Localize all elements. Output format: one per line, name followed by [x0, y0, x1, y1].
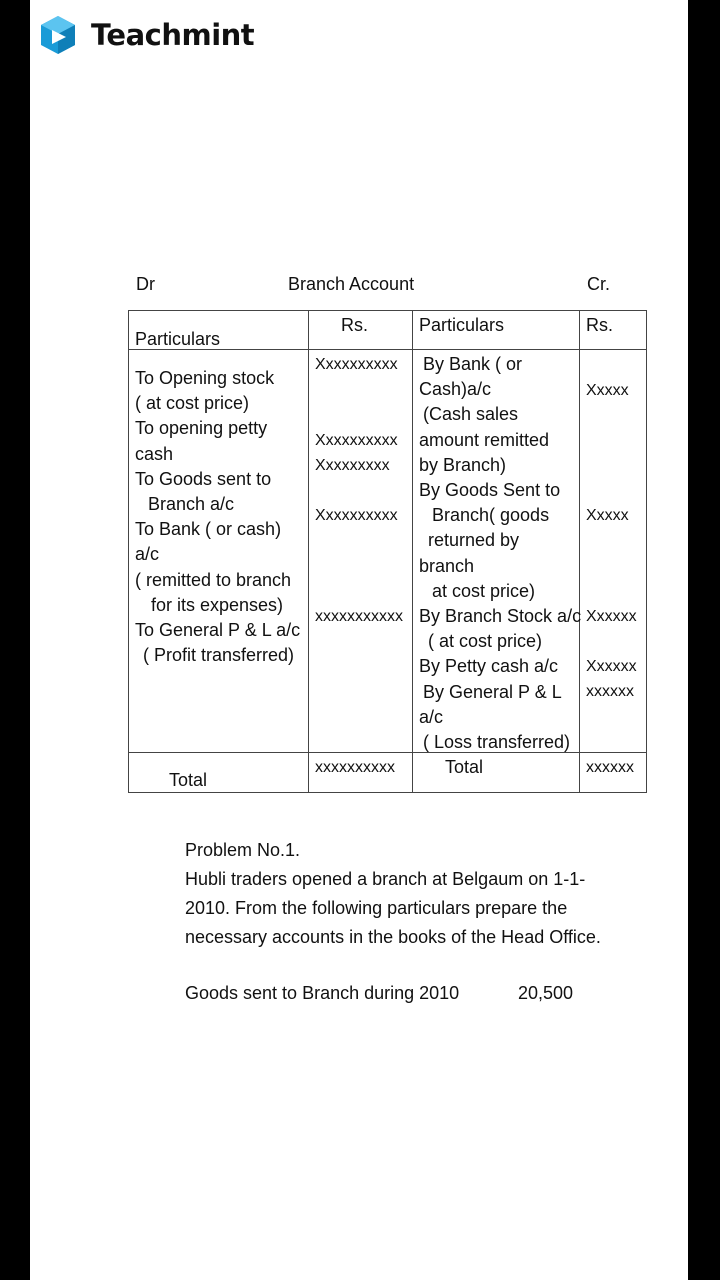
debit-line: To opening petty [135, 418, 268, 439]
debit-label: Dr [136, 274, 155, 294]
credit-amount: xxxxxx [586, 683, 634, 700]
debit-line: ( at cost price) [135, 393, 250, 414]
document-page [30, 0, 688, 1280]
total-debit-label: Total [169, 770, 208, 790]
credit-line: amount remitted [419, 429, 550, 450]
credit-line: By General P & L [423, 681, 562, 702]
debit-amount: xxxxxxxxxxx [315, 608, 403, 625]
credit-line: a/c [419, 706, 444, 727]
credit-amount: Xxxxxx [586, 608, 637, 625]
problem-text [185, 836, 601, 952]
total-credit-amount: xxxxxx [586, 759, 634, 776]
credit-line: By Goods Sent to [419, 480, 561, 501]
debit-amount: Xxxxxxxxx [315, 457, 390, 474]
total-credit-label: Total [445, 757, 484, 777]
teachmint-logo [38, 14, 254, 56]
debit-line: cash [135, 443, 174, 464]
debit-line: ( Profit transferred) [143, 645, 295, 666]
brand-name: Teachmint [91, 18, 255, 52]
credit-line: Cash)a/c [419, 379, 492, 400]
credit-label: Cr. [587, 274, 611, 294]
credit-line: By Bank ( or [423, 354, 523, 374]
credit-line: returned by [428, 530, 520, 551]
debit-particulars [135, 366, 300, 668]
header-rs-credit: Rs. [586, 315, 613, 335]
credit-amount: Xxxxx [586, 382, 629, 399]
debit-line: for its expenses) [151, 594, 284, 615]
debit-amount: Xxxxxxxxxx [315, 432, 398, 449]
problem-line: 2010. From the following particulars prepare the [185, 898, 568, 918]
total-debit-amount: xxxxxxxxxx [315, 759, 395, 776]
header-particulars-debit: Particulars [135, 329, 221, 349]
debit-line: a/c [135, 544, 160, 565]
credit-line: at cost price) [432, 580, 536, 601]
problem-line: Hubli traders opened a branch at Belgaum on 1-1- [185, 869, 586, 889]
credit-line: (Cash sales [423, 404, 519, 425]
credit-particulars [419, 352, 581, 755]
account-title: Branch Account [288, 274, 415, 294]
debit-line: To General P & L a/c [135, 620, 301, 641]
credit-line: by Branch) [419, 454, 507, 475]
credit-line: ( at cost price) [428, 631, 543, 652]
credit-line: branch [419, 555, 475, 576]
problem-line: necessary accounts in the books of the Head Office. [185, 927, 601, 947]
goods-sent-value: 20,500 [518, 983, 574, 1003]
teachmint-logo-icon [38, 15, 78, 55]
credit-line: By Petty cash a/c [419, 656, 559, 677]
credit-line: ( Loss transferred) [423, 732, 571, 753]
credit-line: Branch( goods [432, 505, 550, 526]
credit-amount: Xxxxxx [586, 658, 637, 675]
header-particulars-credit: Particulars [419, 315, 505, 335]
debit-line: To Goods sent to [135, 468, 272, 489]
credit-line: By Branch Stock a/c [419, 606, 582, 627]
debit-line: To Bank ( or cash) [135, 519, 282, 540]
header-rs-debit: Rs. [341, 315, 368, 335]
credit-amount: Xxxxx [586, 507, 629, 524]
debit-amount: Xxxxxxxxxx [315, 356, 398, 373]
branch-account-table [128, 310, 647, 793]
debit-amount: Xxxxxxxxxx [315, 507, 398, 524]
debit-line: Branch a/c [148, 494, 235, 515]
debit-line: To Opening stock [135, 368, 275, 388]
problem-heading: Problem No.1. [185, 840, 301, 860]
debit-line: ( remitted to branch [135, 569, 292, 590]
goods-sent-label: Goods sent to Branch during 2010 [185, 983, 460, 1003]
